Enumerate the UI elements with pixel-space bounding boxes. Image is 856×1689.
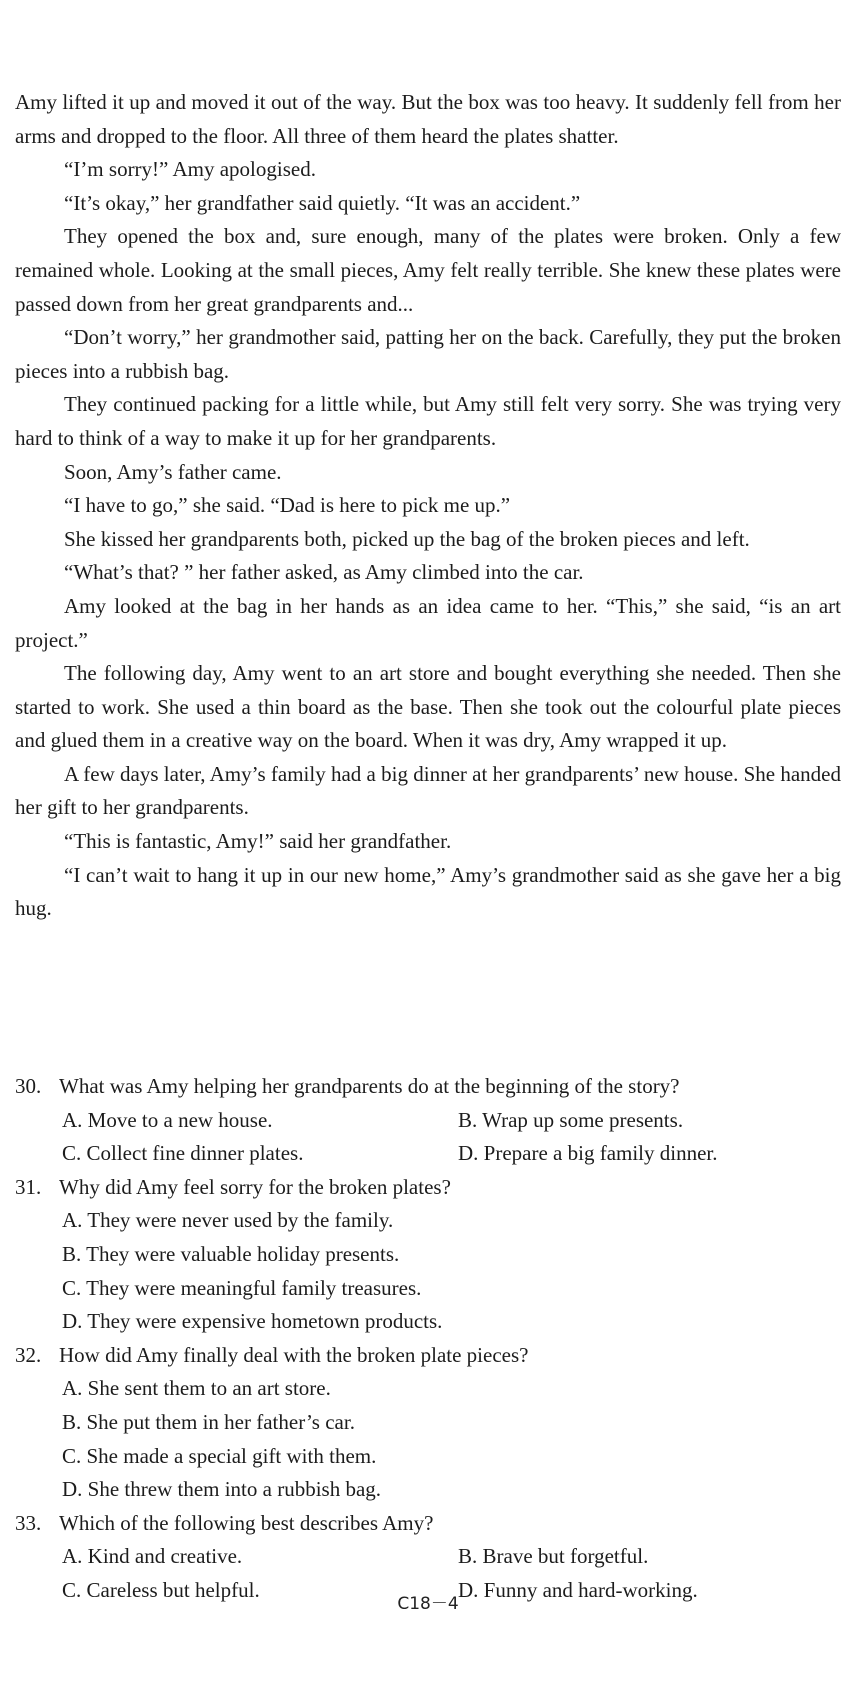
option-a: A. Move to a new house. — [62, 1107, 273, 1132]
question-number: 30. — [15, 1074, 42, 1098]
option-d: D. Funny and hard-working. — [458, 1577, 698, 1602]
story-paragraph: They opened the box and, sure enough, many of the plates were broken. Only a few remained whole. Looking at the small pieces, Amy felt really terrible. She knew these plates were passed down from her great grandparents and... — [15, 224, 841, 316]
story-paragraph: Soon, Amy’s father came. — [64, 459, 282, 484]
page-number: C18－4 — [397, 1594, 459, 1614]
story-paragraph: “It’s okay,” her grandfather said quietly. “It was an accident.” — [64, 190, 581, 215]
story-paragraph: “This is fantastic, Amy!” said her grandfather. — [64, 829, 452, 854]
story-paragraph: The following day, Amy went to an art store and bought everything she needed. Then she started to work. She used a thin board as the base. Then she took out the colourful plate pieces and glued them in a creative way on the board. When it was dry, Amy wrapped it up. — [15, 661, 841, 753]
story-paragraph: Amy looked at the bag in her hands as an idea came to her. “This,” she said, “is an art project.” — [15, 593, 841, 652]
question-list — [15, 1070, 841, 1608]
option-c: C. Careless but helpful. — [62, 1577, 260, 1602]
option-c: C. Collect fine dinner plates. — [62, 1141, 304, 1166]
story-paragraph: Amy lifted it up and moved it out of the way. But the box was too heavy. It suddenly fell from her arms and dropped to the floor. All three of them heard the plates shatter. — [15, 90, 841, 148]
question-number: 32. — [15, 1342, 42, 1367]
question-31 — [15, 1171, 841, 1339]
story-paragraph: They continued packing for a little while, but Amy still felt very sorry. She was trying very hard to think of a way to make it up for her grandparents. — [15, 392, 841, 450]
option-d: D. They were expensive hometown products. — [62, 1309, 443, 1334]
option-a: A. She sent them to an art store. — [62, 1376, 331, 1401]
option-c: C. They were meaningful family treasures. — [62, 1275, 422, 1300]
option-c: C. She made a special gift with them. — [62, 1443, 377, 1468]
question-stem: Why did Amy feel sorry for the broken plates? — [59, 1174, 451, 1199]
story-paragraph: “I can’t wait to hang it up in our new home,” Amy’s grandmother said as she gave her a big hug. — [15, 862, 841, 921]
option-b: B. Brave but forgetful. — [458, 1544, 649, 1569]
option-b: B. Wrap up some presents. — [458, 1107, 684, 1132]
question-30 — [15, 1070, 841, 1171]
story-paragraph: “I have to go,” she said. “Dad is here to pick me up.” — [64, 493, 511, 518]
question-stem: What was Amy helping her grandparents do at the beginning of the story? — [59, 1074, 680, 1098]
option-a: A. Kind and creative. — [62, 1544, 243, 1569]
story-paragraph: “I’m sorry!” Amy apologised. — [64, 157, 316, 182]
question-stem: How did Amy finally deal with the broken plate pieces? — [59, 1342, 529, 1367]
question-32 — [15, 1339, 841, 1507]
option-a: A. They were never used by the family. — [62, 1208, 394, 1233]
option-d: D. She threw them into a rubbish bag. — [62, 1477, 382, 1502]
question-stem: Which of the following best describes Amy? — [59, 1510, 434, 1535]
question-number: 31. — [15, 1174, 42, 1199]
story-paragraph: “What’s that? ” her father asked, as Amy climbed into the car. — [64, 560, 584, 585]
question-number: 33. — [15, 1510, 42, 1535]
story-paragraph: A few days later, Amy’s family had a big dinner at her grandparents’ new house. She handed her gift to her grandparents. — [15, 761, 841, 820]
story-paragraph: She kissed her grandparents both, picked up the bag of the broken pieces and left. — [64, 526, 750, 551]
story-passage — [15, 86, 841, 926]
option-d: D. Prepare a big family dinner. — [458, 1141, 718, 1166]
option-b: B. They were valuable holiday presents. — [62, 1241, 400, 1266]
option-b: B. She put them in her father’s car. — [62, 1409, 355, 1434]
story-paragraph: “Don’t worry,” her grandmother said, patting her on the back. Carefully, they put the broken pieces into a rubbish bag. — [15, 325, 841, 383]
